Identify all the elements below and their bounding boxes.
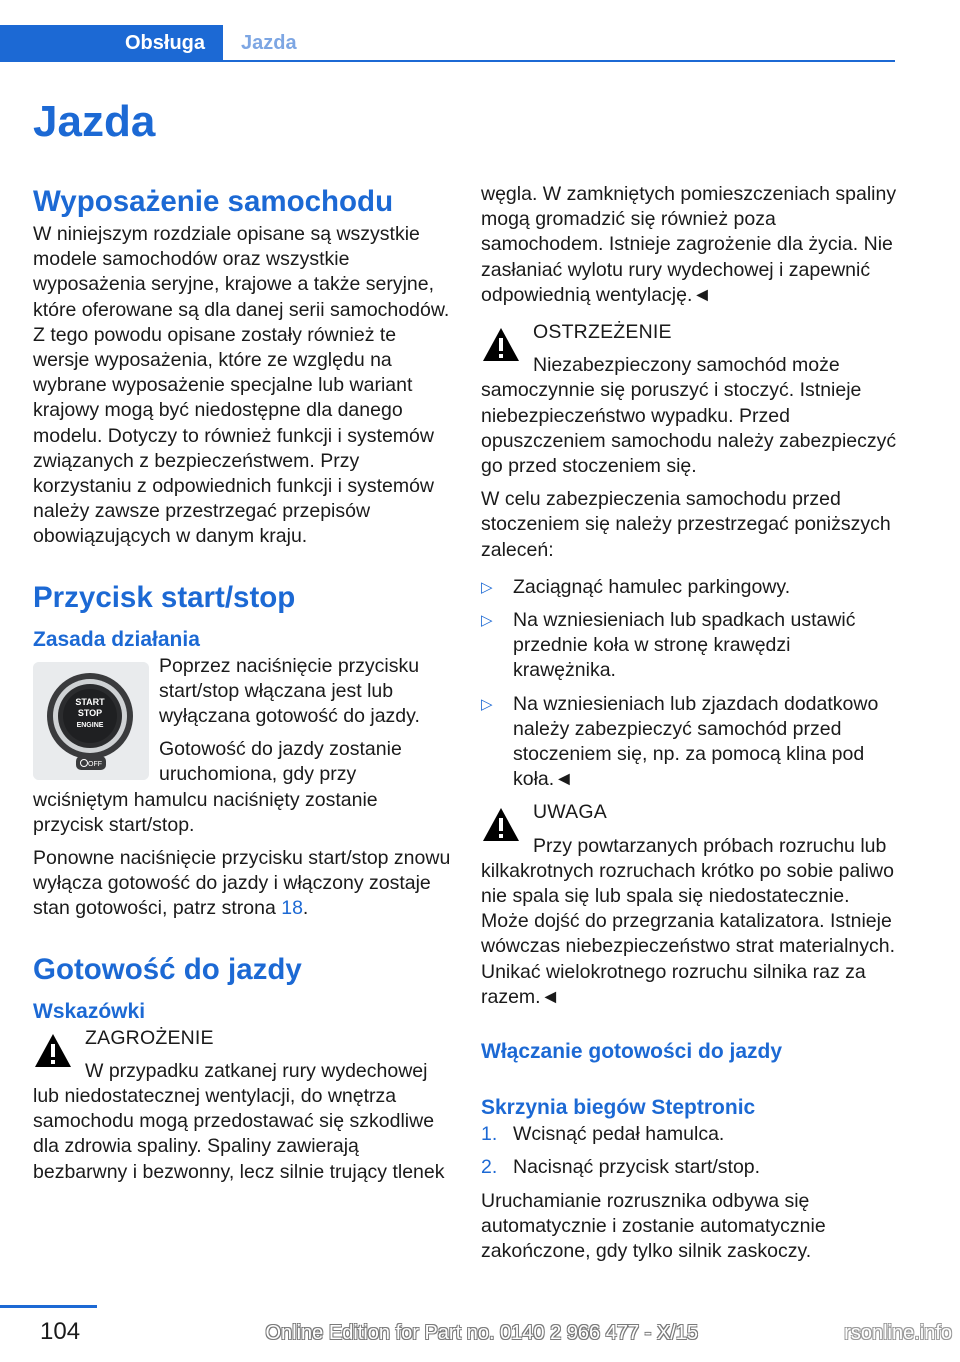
steps-list [481, 1122, 897, 1180]
steptronic-subheading: Skrzynia biegów Steptronic [481, 1096, 756, 1120]
bullet-marker: ▷ [481, 695, 493, 713]
page-number: 104 [40, 1318, 81, 1345]
start-stop-heading: Przycisk start/stop [33, 580, 296, 614]
warning-triangle-icon [481, 806, 521, 844]
header-section-tab[interactable]: Obsługa [0, 25, 223, 61]
danger-text: W przypadku zatkanej rury wydechowej lub niedostatecznej wentylacji, do wnętrza samochodu mogą przedostawać się szkodliwe dla zdrowia spaliny. Spaliny zawierają bezbarwny i bezwonny, lecz silnie trujący tlenek [33, 1059, 445, 1183]
list-item: 2. Nacisnąć przycisk start/stop. [481, 1156, 761, 1179]
danger-block [33, 1026, 451, 1185]
header-current-tab[interactable]: Jazda [241, 32, 297, 54]
button-label-line1: START [75, 696, 105, 707]
warning-block [481, 320, 897, 479]
list-item: ▷ Na wzniesieniach lub zjazdach dodatkowo należy zabezpieczyć samochód przed stoczeniem się, np. za pomocą klina pod koła.◄ [481, 692, 879, 791]
readiness-heading: Gotowość do jazdy [33, 952, 302, 986]
page-header [0, 0, 895, 62]
page-link[interactable]: 18 [281, 897, 303, 920]
right-column [481, 182, 897, 1264]
principle-subheading: Zasada działania [33, 627, 200, 651]
notes-subheading: Wskazówki [33, 999, 146, 1023]
start-stop-button-icon [33, 662, 149, 780]
footer-watermark: rsonline.info [844, 1322, 952, 1344]
bullet-marker: ▷ [481, 612, 493, 630]
equipment-body: W niniejszym rozdziale opisane są wszystkie modele samochodów oraz wszystkie wyposażenia seryjne, krajowe a także seryjne, które oferowane są dla danej serii samochodów. Z tego powodu opisane zostały również te wersje wyposażenia, które ze względu na wybrane wyposażenie specjalne lub wariant krajowy mogą być niedostępne dla danego modelu. Dotyczy to również funkcji i systemów związanych z bezpieczeństwem. Przy korzystaniu z odpowiednich funkcji i systemów należy zawsze przestrzegać przepisów obowiązujących w danym kraju. [33, 223, 450, 548]
start-stop-block [33, 654, 451, 838]
bullet-marker: ▷ [481, 578, 493, 596]
left-column [33, 182, 451, 1185]
button-off-label: OFF [88, 760, 102, 768]
footer-edition: Online Edition for Part no. 0140 2 966 477 - X/15 [265, 1322, 698, 1344]
danger-text-continued: węgla. W zamkniętych pomieszczeniach spaliny mogą gromadzić się również poza samochodem. Istnieje zagrożenie dla życia. Nie zasłaniać wylotu rury wydechowej i zapewnić odpowiednią wentylację.◄ [481, 183, 897, 306]
header-rule [0, 60, 895, 62]
start-stop-button-image [33, 662, 149, 780]
caution-label: UWAGA [533, 801, 607, 824]
warning-triangle-icon [481, 326, 521, 364]
secure-intro: W celu zabezpieczenia samochodu przed stoczeniem się należy przestrzegać poniższych zaleceń: [481, 488, 891, 561]
danger-label: ZAGROŻENIE [85, 1026, 214, 1049]
start-stop-para1: Poprzez naciśnięcie przycisku start/stop włączana jest lub wyłączana gotowość do jazdy. [159, 654, 420, 728]
list-item: ▷ Na wzniesieniach lub spadkach ustawić przednie koła w stronę krawędzi krawężnika. [481, 609, 856, 682]
warning-triangle-icon [33, 1032, 73, 1070]
button-label-line3: ENGINE [76, 721, 104, 729]
secure-bullet-list [481, 575, 897, 793]
warning-label: OSTRZEŻENIE [533, 321, 672, 344]
page-title: Jazda [33, 97, 156, 146]
switch-on-heading: Włączanie gotowości do jazdy [481, 1040, 783, 1064]
caution-text: Przy powtarzanych próbach rozruchu lub kilkakrotnych rozruchach krótko po sobie paliwo nie spala się lub spala się niedostatecznie. Może dojść do przegrzania katalizatora. Istnieje wówczas niebezpieczeństwo strat materialnych. Unikać wielokrotnego rozruchu silnika raz za razem.◄ [481, 834, 896, 1008]
list-item: 1. Wcisnąć pedał hamulca. [481, 1123, 725, 1146]
warning-text: Niezabezpieczony samochód może samoczynnie się poruszyć i stoczyć. Istnieje niebezpieczeństwo wypadku. Przed opuszczeniem samochodu należy zabezpieczyć go przed stoczeniem się. [481, 354, 897, 478]
starter-note: Uruchamianie rozrusznika odbywa się automatycznie i zostanie automatycznie zakończone, gdy tylko silnik zaskoczy. [481, 1189, 826, 1262]
start-stop-para2: Gotowość do jazdy zostanie uruchomiona, gdy przy wciśniętym hamulcu naciśnięty zostanie przycisk start/stop. [33, 738, 402, 836]
equipment-heading: Wyposażenie samochodu [33, 185, 394, 218]
start-stop-para3: Ponowne naciśnięcie przycisku start/stop znowu wyłącza gotowość do jazdy i włączony zostaje stan gotowości, patrz strona 18. [33, 847, 451, 920]
footer-rule [0, 1305, 97, 1308]
list-item: ▷ Zaciągnąć hamulec parkingowy. [481, 575, 897, 600]
caution-block [481, 800, 897, 1010]
button-label-line2: STOP [77, 707, 103, 718]
